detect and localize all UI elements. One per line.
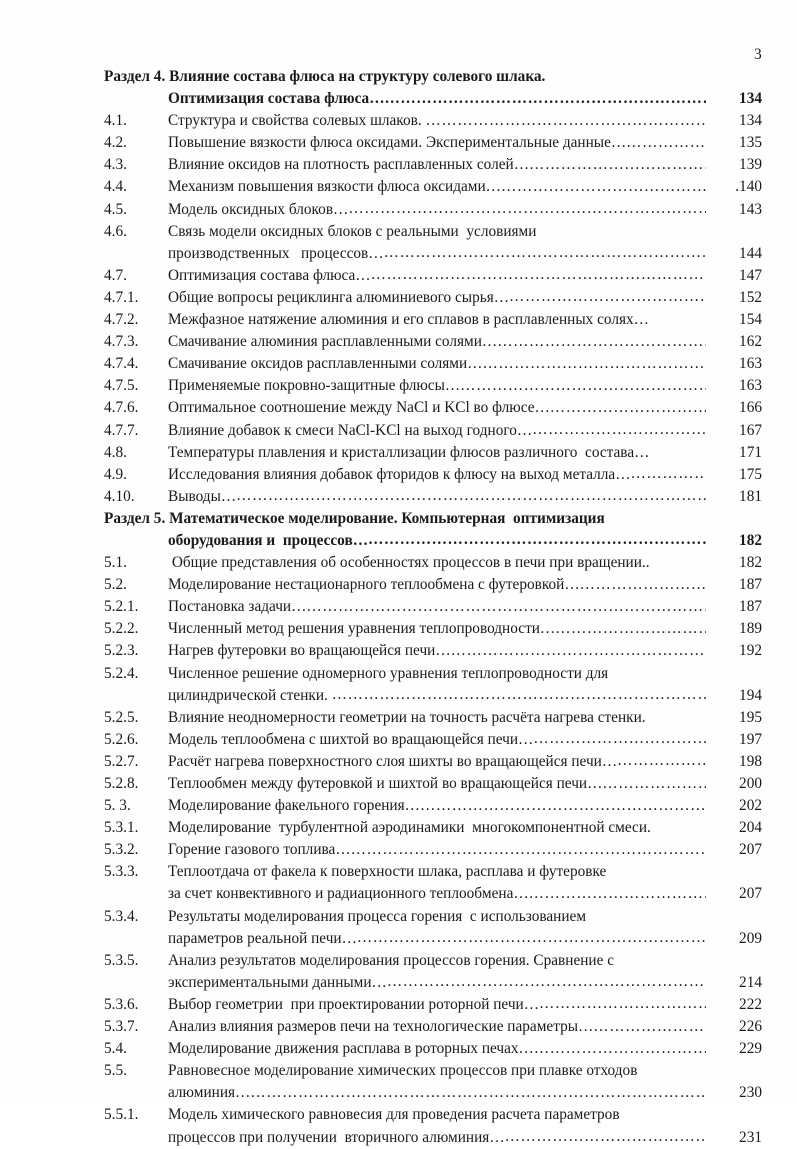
toc-row bbox=[104, 486, 762, 508]
toc-entry-title[interactable]: экспериментальными данными… bbox=[168, 973, 387, 991]
toc-entry-number: 5.2.5. bbox=[104, 708, 139, 726]
toc-entry-page-number[interactable]: 226 bbox=[739, 1018, 762, 1036]
toc-entry-body bbox=[168, 950, 706, 972]
toc-row bbox=[104, 618, 762, 640]
toc-row bbox=[104, 530, 762, 552]
toc-entry-body bbox=[168, 265, 706, 287]
dot-leader bbox=[351, 839, 706, 861]
toc-entry-body bbox=[168, 928, 706, 950]
toc-entry-body bbox=[168, 773, 706, 795]
toc-row bbox=[104, 132, 762, 154]
toc-row bbox=[104, 994, 762, 1016]
toc-entry-page-number[interactable]: 163 bbox=[739, 377, 762, 395]
toc-entry-number: 4.4. bbox=[104, 178, 127, 196]
toc-row bbox=[104, 928, 762, 950]
toc-entry-page-number[interactable]: 229 bbox=[739, 1040, 762, 1058]
toc-entry-number: 4.7.7. bbox=[104, 421, 139, 439]
toc-row bbox=[104, 1060, 762, 1082]
toc-row bbox=[104, 508, 762, 530]
toc-entry-number: 5.3.1. bbox=[104, 819, 139, 837]
toc-entry-body bbox=[168, 464, 706, 486]
toc-row bbox=[104, 751, 762, 773]
toc-row bbox=[104, 420, 762, 442]
toc-entry-title[interactable]: производственных процессов… bbox=[168, 244, 384, 262]
toc-row bbox=[104, 773, 762, 795]
toc-entry-title[interactable]: Межфазное натяжение алюминия и его сплавов в расплавленных солях… bbox=[168, 311, 649, 329]
toc-row bbox=[104, 883, 762, 905]
toc-row bbox=[104, 817, 762, 839]
toc-entry-page-number[interactable]: 194 bbox=[739, 686, 762, 704]
toc-entry-body bbox=[104, 66, 706, 88]
toc-entry-page-number[interactable]: 192 bbox=[739, 642, 762, 660]
toc-row bbox=[104, 663, 762, 685]
toc-entry-page-number[interactable]: 187 bbox=[739, 598, 762, 616]
toc-entry-body bbox=[168, 596, 706, 618]
toc-entry-number: 5.3.5. bbox=[104, 951, 139, 969]
toc-entry-body bbox=[168, 420, 706, 442]
toc-entry-page-number[interactable]: 187 bbox=[739, 576, 762, 594]
toc-row bbox=[104, 839, 762, 861]
toc-entry-number: 4.3. bbox=[104, 156, 127, 174]
toc-entry-body bbox=[168, 1104, 706, 1126]
toc-entry-body bbox=[168, 243, 706, 265]
toc-entry-body bbox=[168, 861, 706, 883]
dot-leader bbox=[348, 199, 706, 221]
toc-entry-number: 5.5.1. bbox=[104, 1106, 139, 1124]
toc-entry-page-number[interactable]: 144 bbox=[739, 244, 762, 262]
toc-row bbox=[104, 552, 762, 574]
toc-entry-title[interactable]: Смачивание алюминия расплавленными солями… bbox=[168, 333, 498, 351]
toc-entry-title[interactable]: Численный метод решения уравнения теплопроводности… bbox=[168, 620, 556, 638]
toc-entry-body bbox=[168, 132, 706, 154]
dot-leader bbox=[420, 795, 706, 817]
toc-entry-page-number[interactable]: 202 bbox=[739, 797, 762, 815]
toc-row bbox=[104, 309, 762, 331]
toc-entry-number: 5.5. bbox=[104, 1062, 127, 1080]
toc-row bbox=[104, 861, 762, 883]
toc-entry-title[interactable]: Численное решение одномерного уравнения теплопроводности для bbox=[168, 664, 609, 682]
toc-entry-title[interactable]: Влияние добавок к смеси NaCl-KCl на выход годного… bbox=[168, 421, 533, 439]
toc-entry-page-number[interactable]: 166 bbox=[739, 399, 762, 417]
toc-entry-number: 4.6. bbox=[104, 222, 127, 240]
dot-leader bbox=[371, 265, 706, 287]
dot-leader bbox=[368, 530, 706, 552]
toc-entry-body bbox=[168, 221, 706, 243]
toc-entry-title[interactable]: Горение газового топлива… bbox=[168, 841, 351, 859]
toc-entry-body bbox=[168, 486, 706, 508]
toc-entry-title[interactable]: Оптимальное соотношение между NaCl и KCl во флюсе… bbox=[168, 399, 550, 417]
dot-leader bbox=[384, 243, 706, 265]
toc-entry-number: 4.7.5. bbox=[104, 377, 139, 395]
toc-entry-title[interactable]: Выбор геометрии при проектировании роторной печи… bbox=[168, 995, 540, 1013]
toc-entry-page-number[interactable]: 207 bbox=[739, 885, 762, 903]
toc-entry-number: 4.1. bbox=[104, 112, 127, 130]
toc-entry-page-number[interactable]: .140 bbox=[735, 178, 762, 196]
dot-leader bbox=[236, 486, 706, 508]
toc-row bbox=[104, 596, 762, 618]
page-number: 3 bbox=[754, 46, 762, 63]
toc-entry-number: 4.7.4. bbox=[104, 355, 139, 373]
toc-entry-title[interactable]: Влияние оксидов на плотность расплавленных солей… bbox=[168, 156, 529, 174]
toc-row bbox=[104, 265, 762, 287]
toc-entry-number: 4.7.6. bbox=[104, 399, 139, 417]
toc-entry-number: 5.2.6. bbox=[104, 730, 139, 748]
dot-leader bbox=[482, 353, 706, 375]
dot-leader bbox=[602, 773, 706, 795]
toc-entry-title[interactable]: Анализ результатов моделирования процессов горения. Сравнение с bbox=[168, 951, 615, 969]
toc-row bbox=[104, 287, 762, 309]
toc-entry-number: 4.7.1. bbox=[104, 288, 139, 306]
toc-entry-title[interactable]: цилиндрической стенки. bbox=[168, 686, 332, 704]
dot-leader bbox=[250, 1082, 706, 1104]
toc-entry-number: 5.1. bbox=[104, 554, 127, 572]
dot-leader bbox=[539, 994, 706, 1016]
toc-entry-number: 5.3.4. bbox=[104, 907, 139, 925]
dot-leader bbox=[332, 685, 706, 707]
dot-leader bbox=[529, 154, 706, 176]
toc-entry-page-number[interactable]: 197 bbox=[739, 730, 762, 748]
toc-entry-body bbox=[168, 309, 706, 331]
toc-entry-body bbox=[168, 1060, 706, 1082]
dot-leader bbox=[580, 574, 706, 596]
toc-entry-body bbox=[168, 707, 706, 729]
toc-row bbox=[104, 176, 762, 198]
dot-leader bbox=[555, 618, 706, 640]
toc-row bbox=[104, 88, 762, 110]
toc-row bbox=[104, 950, 762, 972]
toc-entry-title[interactable]: Моделирование движения расплава в роторных печах… bbox=[168, 1040, 534, 1058]
toc-entry-title[interactable]: Анализ влияния размеров печи на технологические параметры… bbox=[168, 1018, 594, 1036]
toc-entry-title[interactable]: Раздел 5. Математическое моделирование. Компьютерная оптимизация bbox=[104, 509, 605, 527]
toc-entry-body bbox=[168, 839, 706, 861]
toc-entry-page-number[interactable]: 167 bbox=[739, 421, 762, 439]
toc-entry-title[interactable]: Температуры плавления и кристаллизации флюсов различного состава… bbox=[168, 443, 650, 461]
toc-entry-title[interactable]: Структура и свойства солевых шлаков. bbox=[168, 112, 426, 130]
toc-entry-body bbox=[168, 88, 706, 110]
toc-entry-body bbox=[168, 685, 706, 707]
toc-entry-title[interactable]: Модель химического равновесия для проведения расчета параметров bbox=[168, 1106, 620, 1124]
dot-leader bbox=[357, 928, 706, 950]
toc-entry-title[interactable]: оборудования и процессов… bbox=[168, 531, 369, 549]
toc-row bbox=[104, 243, 762, 265]
dot-leader bbox=[509, 287, 706, 309]
dot-leader bbox=[533, 729, 706, 751]
toc-entry-body bbox=[168, 110, 706, 132]
toc-row bbox=[104, 199, 762, 221]
toc-entry-number: 4.5. bbox=[104, 200, 127, 218]
toc-entry-title[interactable]: Применяемые покровно-защитные флюсы… bbox=[168, 377, 461, 395]
dot-leader bbox=[593, 1016, 706, 1038]
toc-entry-body bbox=[168, 1038, 706, 1060]
toc-entry-page-number[interactable]: 147 bbox=[739, 266, 762, 284]
toc-entry-number: 5.4. bbox=[104, 1040, 127, 1058]
toc-row bbox=[104, 464, 762, 486]
toc-entry-number: 5. 3. bbox=[104, 797, 131, 815]
toc-row bbox=[104, 1082, 762, 1104]
dot-leader bbox=[631, 464, 706, 486]
toc-entry-title[interactable]: Равновесное моделирование химических процессов при плавке отходов bbox=[168, 1062, 638, 1080]
toc-entry-body bbox=[168, 663, 706, 685]
toc-entry-page-number[interactable]: 207 bbox=[739, 841, 762, 859]
toc-row bbox=[104, 331, 762, 353]
toc-entry-body bbox=[168, 1127, 706, 1149]
toc-entry-title[interactable]: Моделирование нестационарного теплообмена с футеровкой… bbox=[168, 576, 580, 594]
toc-entry-title[interactable]: за счет конвективного и радиационного теплообмена… bbox=[168, 885, 529, 903]
dot-leader bbox=[425, 110, 706, 132]
toc-entry-body bbox=[168, 199, 706, 221]
toc-entry-body bbox=[168, 795, 706, 817]
toc-entry-body bbox=[168, 331, 706, 353]
toc-entry-title[interactable]: Выводы… bbox=[168, 487, 237, 505]
toc-entry-number: 4.9. bbox=[104, 465, 127, 483]
toc-entry-number: 5.3.2. bbox=[104, 841, 139, 859]
toc-entry-body bbox=[168, 906, 706, 928]
toc-entry-body bbox=[168, 574, 706, 596]
toc-entry-title[interactable]: параметров реальной печи… bbox=[168, 929, 357, 947]
toc-entry-body bbox=[168, 287, 706, 309]
toc-entry-number: 5.2.1. bbox=[104, 598, 139, 616]
toc-entry-title[interactable]: процессов при получении вторичного алюминия… bbox=[168, 1128, 505, 1146]
dot-leader bbox=[501, 176, 706, 198]
toc-entry-number: 5.2.4. bbox=[104, 664, 139, 682]
toc-entry-title[interactable]: Исследования влияния добавок фторидов к флюсу на выход металла… bbox=[168, 465, 631, 483]
toc-entry-number: 4.7.3. bbox=[104, 333, 139, 351]
toc-entry-body bbox=[104, 508, 706, 530]
toc-entry-page-number[interactable]: 152 bbox=[739, 288, 762, 306]
toc-entry-page-number[interactable]: 154 bbox=[739, 311, 762, 329]
toc-entry-page-number[interactable]: 209 bbox=[739, 929, 762, 947]
dot-leader bbox=[550, 397, 706, 419]
table-of-contents bbox=[104, 66, 762, 1149]
toc-entry-title[interactable]: Общие вопросы рециклинга алюминиевого сырья… bbox=[168, 288, 510, 306]
toc-row bbox=[104, 685, 762, 707]
toc-row bbox=[104, 1127, 762, 1149]
toc-entry-page-number[interactable]: 181 bbox=[739, 487, 762, 505]
toc-entry-body bbox=[168, 817, 706, 839]
toc-entry-number: 4.7. bbox=[104, 266, 127, 284]
toc-entry-number: 4.2. bbox=[104, 134, 127, 152]
toc-row bbox=[104, 1038, 762, 1060]
toc-entry-number: 5.3.3. bbox=[104, 863, 139, 881]
toc-row bbox=[104, 154, 762, 176]
toc-entry-page-number[interactable]: 200 bbox=[739, 775, 762, 792]
toc-entry-title[interactable]: Модель теплообмена с шихтой во вращающейся печи… bbox=[168, 730, 534, 748]
toc-entry-page-number[interactable]: 231 bbox=[739, 1128, 762, 1146]
toc-entry-number: 5.2.8. bbox=[104, 775, 139, 792]
toc-entry-number: 5.3.6. bbox=[104, 995, 139, 1013]
dot-leader bbox=[460, 375, 706, 397]
toc-entry-page-number[interactable]: 182 bbox=[739, 554, 762, 572]
toc-entry-body bbox=[168, 618, 706, 640]
toc-entry-number: 5.2.7. bbox=[104, 752, 139, 770]
toc-entry-number: 4.8. bbox=[104, 443, 127, 461]
toc-entry-body bbox=[168, 530, 706, 552]
toc-entry-title[interactable]: Теплоотдача от факела к поверхности шлака, расплава и футеровке bbox=[168, 863, 607, 881]
toc-entry-page-number[interactable]: 134 bbox=[739, 90, 762, 108]
toc-entry-title[interactable]: Оптимизация состава флюса… bbox=[168, 90, 385, 108]
toc-entry-body bbox=[168, 442, 706, 464]
toc-entry-body bbox=[168, 972, 706, 994]
toc-row bbox=[104, 640, 762, 662]
toc-row bbox=[104, 795, 762, 817]
toc-entry-number: 5.2. bbox=[104, 576, 127, 594]
toc-entry-body bbox=[168, 1082, 706, 1104]
toc-entry-title[interactable]: Теплообмен между футеровкой и шихтой во вращающейся печи… bbox=[168, 775, 603, 792]
toc-entry-title[interactable]: Нагрев футеровки во вращающейся печи… bbox=[168, 642, 451, 660]
toc-entry-page-number[interactable]: 162 bbox=[739, 333, 762, 351]
toc-entry-page-number[interactable]: 214 bbox=[739, 973, 762, 991]
toc-entry-body bbox=[168, 640, 706, 662]
toc-row bbox=[104, 353, 762, 375]
dot-leader bbox=[451, 640, 706, 662]
toc-entry-page-number[interactable]: 171 bbox=[739, 443, 762, 461]
toc-entry-number: 5.2.3. bbox=[104, 642, 139, 660]
toc-entry-page-number[interactable]: 175 bbox=[739, 465, 762, 483]
toc-entry-title[interactable]: Моделирование факельного горения… bbox=[168, 797, 420, 815]
toc-entry-page-number[interactable]: 139 bbox=[739, 156, 762, 174]
toc-entry-page-number[interactable]: 198 bbox=[739, 752, 762, 770]
toc-entry-body bbox=[168, 353, 706, 375]
dot-leader bbox=[387, 972, 706, 994]
toc-entry-body bbox=[168, 729, 706, 751]
dot-leader bbox=[385, 88, 706, 110]
toc-entry-body bbox=[168, 1016, 706, 1038]
dot-leader bbox=[532, 420, 706, 442]
toc-row bbox=[104, 707, 762, 729]
toc-entry-title[interactable]: Влияние неодномерности геометрии на точность расчёта нагрева стенки. bbox=[168, 708, 646, 726]
toc-row bbox=[104, 442, 762, 464]
dot-leader bbox=[497, 331, 706, 353]
toc-row bbox=[104, 729, 762, 751]
toc-entry-title[interactable]: Расчёт нагрева поверхностного слоя шихты во вращающейся печи… bbox=[168, 752, 618, 770]
toc-row bbox=[104, 1016, 762, 1038]
toc-entry-body bbox=[168, 883, 706, 905]
toc-row bbox=[104, 221, 762, 243]
toc-entry-body bbox=[168, 552, 706, 574]
toc-entry-title[interactable]: Моделирование турбулентной аэродинамики многокомпонентной смеси. bbox=[168, 819, 651, 837]
toc-row bbox=[104, 574, 762, 596]
toc-entry-page-number[interactable]: 230 bbox=[739, 1084, 762, 1102]
toc-entry-title[interactable]: Модель оксидных блоков… bbox=[168, 200, 349, 218]
toc-entry-title[interactable]: Связь модели оксидных блоков с реальными условиями bbox=[168, 222, 537, 240]
toc-entry-page-number[interactable]: 163 bbox=[739, 355, 762, 373]
dot-leader bbox=[617, 751, 706, 773]
toc-entry-page-number[interactable]: 204 bbox=[739, 819, 762, 837]
toc-row bbox=[104, 66, 762, 88]
toc-row bbox=[104, 972, 762, 994]
toc-entry-number: 4.10. bbox=[104, 487, 135, 505]
toc-entry-page-number[interactable]: 182 bbox=[739, 531, 762, 549]
toc-entry-title[interactable]: Результаты моделирования процесса горения с использованием bbox=[168, 907, 587, 925]
dot-leader bbox=[505, 1127, 706, 1149]
toc-entry-title[interactable]: Раздел 4. Влияние состава флюса на структуру солевого шлака. bbox=[104, 68, 546, 85]
toc-entry-title[interactable]: Оптимизация состава флюса… bbox=[168, 266, 371, 284]
dot-leader bbox=[306, 596, 706, 618]
toc-entry-title[interactable]: Механизм повышения вязкости флюса оксидами… bbox=[168, 178, 501, 196]
toc-entry-page-number[interactable]: 195 bbox=[739, 708, 762, 726]
dot-leader bbox=[529, 883, 706, 905]
toc-entry-title[interactable]: Постановка задачи… bbox=[168, 598, 307, 616]
toc-entry-title[interactable]: алюминия… bbox=[168, 1084, 251, 1102]
toc-entry-number: 4.7.2. bbox=[104, 311, 139, 329]
dot-leader bbox=[626, 132, 706, 154]
toc-entry-title[interactable]: Повышение вязкости флюса оксидами. Экспериментальные данные… bbox=[168, 134, 627, 152]
toc-entry-page-number[interactable]: 222 bbox=[739, 995, 762, 1013]
toc-entry-body bbox=[168, 176, 706, 198]
dot-leader bbox=[534, 1038, 706, 1060]
toc-row bbox=[104, 906, 762, 928]
toc-row bbox=[104, 375, 762, 397]
toc-entry-page-number[interactable]: 134 bbox=[739, 112, 762, 130]
toc-entry-body bbox=[168, 994, 706, 1016]
toc-entry-number: 5.3.7. bbox=[104, 1018, 139, 1036]
toc-entry-body bbox=[168, 397, 706, 419]
toc-entry-title[interactable]: Смачивание оксидов расплавленными солями… bbox=[168, 355, 483, 373]
toc-row bbox=[104, 397, 762, 419]
toc-entry-body bbox=[168, 751, 706, 773]
toc-row bbox=[104, 1104, 762, 1126]
toc-entry-number: 5.2.2. bbox=[104, 620, 139, 638]
toc-entry-page-number[interactable]: 143 bbox=[739, 200, 762, 218]
toc-row bbox=[104, 110, 762, 132]
toc-entry-page-number[interactable]: 135 bbox=[739, 134, 762, 152]
toc-entry-page-number[interactable]: 189 bbox=[739, 620, 762, 638]
toc-entry-body bbox=[168, 154, 706, 176]
toc-entry-title[interactable]: Общие представления об особенностях процессов в печи при вращении.. bbox=[168, 554, 650, 572]
toc-entry-body bbox=[168, 375, 706, 397]
